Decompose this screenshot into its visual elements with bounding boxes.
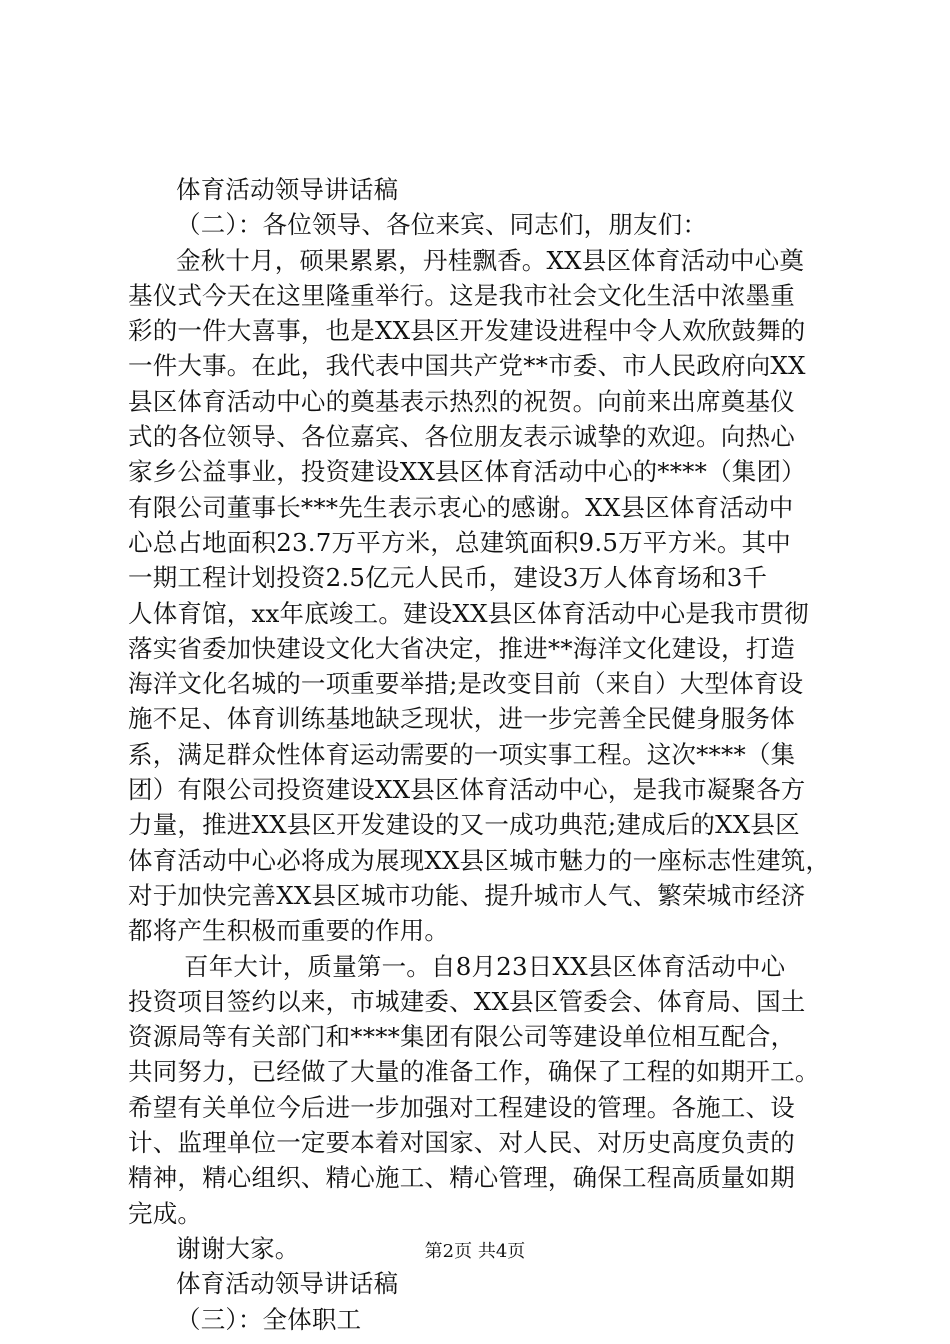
document-body	[128, 172, 840, 1337]
text-line: 施不足、体育训练基地缺乏现状，进一步完善全民健身服务体	[128, 704, 795, 734]
text-line: 完成。	[128, 1198, 203, 1228]
text-line: （二）：各位领导、各位来宾、同志们，朋友们：	[176, 210, 708, 240]
text-line: 一期工程计划投资2.5亿元人民币，建设3万人体育场和3千	[128, 563, 768, 593]
text-line: 计、监理单位一定要本着对国家、对人民、对历史高度负责的	[128, 1128, 795, 1158]
text-line: 式的各位领导、各位嘉宾、各位朋友表示诚挚的欢迎。向热心	[128, 422, 795, 452]
text-line: 对于加快完善XX县区城市功能、提升城市人气、繁荣城市经济	[128, 880, 806, 910]
text-line: 家乡公益事业，投资建设XX县区体育活动中心的****（集团）	[128, 457, 806, 487]
text-line: 落实省委加快建设文化大省决定，推进**海洋文化建设，打造	[128, 633, 796, 663]
text-line: 力量，推进XX县区开发建设的又一成功典范;建成后的XX县区	[128, 810, 800, 840]
text-line: 彩的一件大喜事，也是XX县区开发建设进程中令人欢欣鼓舞的	[128, 316, 806, 346]
page-footer: 第2页 共4页	[424, 1241, 526, 1262]
text-line: 都将产生积极而重要的作用。	[128, 916, 450, 946]
text-line: 资源局等有关部门和****集团有限公司等建设单位相互配合，	[128, 1022, 796, 1052]
text-line: 海洋文化名城的一项重要举措;是改变目前（来自）大型体育设	[128, 669, 804, 699]
text-line: 县区体育活动中心的奠基表示热烈的祝贺。向前来出席奠基仪	[128, 386, 795, 416]
text-line: 基仪式今天在这里隆重举行。这是我市社会文化生活中浓墨重	[128, 280, 795, 310]
text-line: 投资项目签约以来，市城建委、XX县区管委会、体育局、国土	[128, 986, 806, 1016]
text-line: 谢谢大家。	[176, 1233, 300, 1263]
text-line: 体育活动领导讲话稿	[176, 1269, 399, 1299]
text-line: 团）有限公司投资建设XX县区体育活动中心，是我市凝聚各方	[128, 775, 806, 805]
text-line: 希望有关单位今后进一步加强对工程建设的管理。各施工、设	[128, 1092, 795, 1122]
text-line: 人体育馆，xx年底竣工。建设XX县区体育活动中心是我市贯彻	[128, 598, 809, 628]
text-line: 精神，精心组织、精心施工、精心管理，确保工程高质量如期	[128, 1163, 795, 1193]
text-line: 共同努力，已经做了大量的准备工作，确保了工程的如期开工。	[128, 1057, 820, 1087]
text-line: 百年大计，质量第一。自8月23日XX县区体育活动中心	[184, 951, 786, 981]
text-line: 体育活动中心必将成为展现XX县区城市魅力的一座标志性建筑，	[128, 845, 831, 875]
text-line: 心总占地面积23.7万平方米，总建筑面积9.5万平方米。其中	[128, 527, 792, 557]
text-line: 一件大事。在此，我代表中国共产党**市委、市人民政府向XX	[128, 351, 806, 381]
text-line: 金秋十月，硕果累累，丹桂飘香。XX县区体育活动中心奠	[176, 245, 805, 275]
text-line: 体育活动领导讲话稿	[176, 175, 399, 204]
text-line: （三）：全体职工	[176, 1304, 362, 1334]
text-line: 有限公司董事长***先生表示衷心的感谢。XX县区体育活动中	[128, 492, 794, 522]
text-line: 系，满足群众性体育运动需要的一项实事工程。这次****（集	[128, 739, 796, 769]
